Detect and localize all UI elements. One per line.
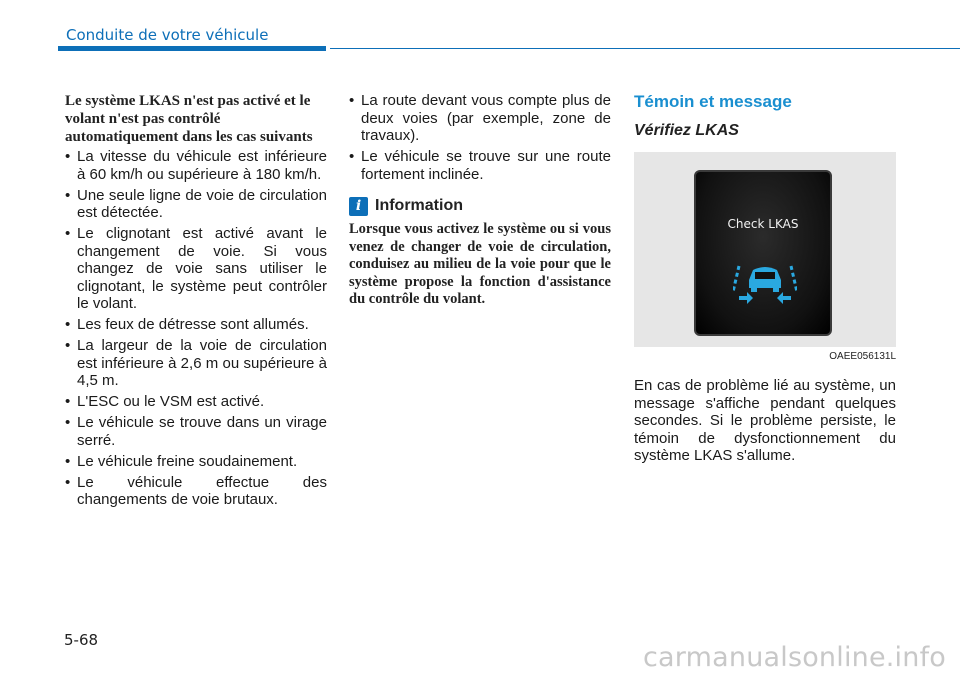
column-left [65,92,327,512]
column-middle [349,92,611,309]
information-text: Lorsque vous activez le système ou si vous venez de changer de voie de circulation, conduisez au milieu de la voie pour que le système propose la fonction d'assistance du contrôle du volant. [349,221,611,308]
info-icon: i [349,197,368,216]
list-item: • Le clignotant est activé avant le changement de voie. Si vous changez de voie sans utiliser le clignotant, le système peut contrôler le volant. [65,225,327,313]
list-item: • Le véhicule se trouve sur une route fortement inclinée. [349,148,611,183]
header-rule-thin [330,48,960,49]
page-number: 5-68 [64,631,99,649]
list-item: • Une seule ligne de voie de circulation est détectée. [65,187,327,222]
column-right [634,92,896,465]
information-box [349,195,611,309]
list-item: • Le véhicule effectue des changements de voie brutaux. [65,474,327,509]
cluster-screen [694,170,832,336]
cluster-display-figure [634,152,896,347]
list-item: • Le véhicule freine soudainement. [65,453,327,471]
information-title: Information [375,197,463,214]
list-item: • Le véhicule se trouve dans un virage serré. [65,414,327,449]
header-rule-thick [58,46,326,51]
lkas-warning-icon [733,262,797,306]
list-item: • L'ESC ou le VSM est activé. [65,393,327,411]
information-header [349,195,611,217]
list-item: • La largeur de la voie de circulation est inférieure à 2,6 m ou supérieure à 4,5 m. [65,337,327,390]
lkas-inactive-list-continued [349,92,611,183]
watermark: carmanualsonline.info [643,642,946,673]
section-title: Conduite de votre véhicule [66,26,269,44]
warning-description: En cas de problème lié au système, un message s'affiche pendant quelques secondes. Si le problème persiste, le témoin de dysfonctionnement du système LKAS s'allume. [634,377,896,464]
list-item: • La route devant vous compte plus de deux voies (par exemple, zone de travaux). [349,92,611,145]
list-item: • La vitesse du véhicule est inférieure à 60 km/h ou supérieure à 180 km/h. [65,148,327,183]
check-lkas-subheading: Vérifiez LKAS [634,122,739,139]
lkas-inactive-heading: Le système LKAS n'est pas activé et le volant n'est pas contrôlé automatiquement dans les cas suivants [65,93,313,145]
lkas-inactive-list [65,148,327,509]
warning-message-heading: Témoin et message [634,92,792,111]
list-item: • Les feux de détresse sont allumés. [65,316,327,334]
figure-code: OAEE056131L [829,351,896,362]
screen-message: Check LKAS [727,217,799,231]
